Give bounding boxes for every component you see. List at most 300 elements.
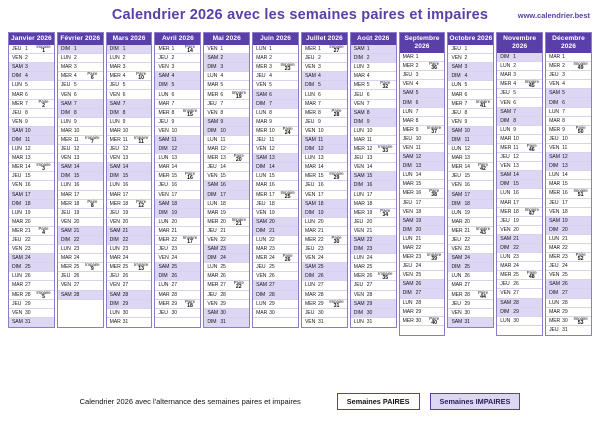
day-of-week: SAM bbox=[256, 155, 267, 162]
week-parity-label: Paire bbox=[477, 289, 488, 295]
day-number: 22 bbox=[513, 245, 519, 252]
day-row bbox=[155, 63, 200, 72]
day-number: 14 bbox=[73, 164, 80, 171]
month-title: Janvier 2026 bbox=[9, 33, 54, 45]
day-number: 12 bbox=[269, 146, 275, 153]
day-label bbox=[107, 146, 131, 152]
day-of-week: SAM bbox=[158, 200, 170, 207]
day-label bbox=[400, 127, 424, 133]
week-parity-label: Impaire bbox=[280, 62, 295, 68]
day-row bbox=[546, 126, 591, 135]
day-of-week: MAR bbox=[304, 227, 316, 234]
day-of-week: VEN bbox=[451, 309, 462, 316]
day-label bbox=[155, 128, 179, 134]
day-of-week: JEU bbox=[207, 100, 217, 107]
day-row bbox=[58, 109, 103, 118]
day-number: 12 bbox=[73, 146, 80, 153]
day-number: 19 bbox=[366, 209, 373, 216]
day-row bbox=[107, 200, 152, 209]
day-label bbox=[204, 155, 228, 161]
day-of-week: LUN bbox=[304, 218, 315, 225]
day-number: 15 bbox=[171, 173, 177, 180]
day-label bbox=[400, 145, 424, 151]
day-row bbox=[107, 218, 152, 227]
day-row bbox=[400, 80, 445, 89]
day-number: 30 bbox=[317, 309, 324, 316]
day-number: 10 bbox=[269, 127, 275, 134]
day-row bbox=[302, 181, 347, 190]
day-row bbox=[400, 253, 445, 262]
week-number: 21 bbox=[235, 220, 242, 227]
day-row bbox=[302, 154, 347, 163]
day-label bbox=[546, 272, 570, 278]
day-of-week: LUN bbox=[207, 73, 218, 80]
day-of-week: SAM bbox=[353, 46, 365, 53]
day-of-week: VEN bbox=[402, 144, 413, 151]
day-label bbox=[58, 128, 82, 134]
day-row bbox=[546, 217, 591, 226]
day-label bbox=[448, 82, 472, 88]
day-number: 20 bbox=[513, 226, 519, 233]
day-row bbox=[107, 281, 152, 290]
day-of-week: LUN bbox=[109, 182, 120, 189]
day-label bbox=[546, 154, 570, 160]
day-label bbox=[204, 264, 228, 270]
day-of-week: JEU bbox=[304, 309, 315, 316]
day-list bbox=[302, 45, 347, 327]
day-row bbox=[546, 235, 591, 244]
day-of-week: DIM bbox=[304, 209, 315, 216]
day-of-week: MAR bbox=[549, 245, 561, 252]
week-parity-label: Paire bbox=[575, 252, 586, 258]
day-number: 18 bbox=[73, 200, 80, 207]
day-label bbox=[546, 227, 570, 233]
day-row bbox=[546, 208, 591, 217]
day-row bbox=[107, 163, 152, 172]
day-label bbox=[107, 155, 131, 161]
day-row bbox=[58, 209, 103, 218]
day-number: 29 bbox=[562, 308, 568, 315]
day-number: 12 bbox=[220, 146, 226, 153]
day-label bbox=[155, 110, 179, 116]
day-row bbox=[9, 209, 54, 218]
day-label bbox=[9, 201, 33, 207]
week-number: 43 bbox=[480, 229, 486, 236]
month-title: Février 2026 bbox=[58, 33, 103, 45]
day-label bbox=[448, 237, 472, 243]
day-number: 15 bbox=[25, 173, 31, 180]
day-number: 15 bbox=[220, 173, 226, 180]
day-of-week: SAM bbox=[12, 64, 23, 71]
day-row bbox=[155, 45, 200, 54]
week-number: 13 bbox=[138, 266, 145, 273]
day-label bbox=[302, 210, 326, 216]
day-of-week: LUN bbox=[304, 155, 315, 162]
day-of-week: MAR bbox=[60, 127, 72, 134]
week-number: 46 bbox=[528, 146, 535, 153]
day-label bbox=[497, 254, 521, 260]
day-of-week: LUN bbox=[158, 218, 169, 225]
week-parity-label: Impaire bbox=[475, 225, 491, 231]
day-of-week: LUN bbox=[500, 190, 511, 197]
day-number: 4 bbox=[122, 73, 126, 80]
day-label bbox=[302, 164, 326, 170]
day-number: 16 bbox=[269, 182, 275, 189]
day-label bbox=[546, 163, 570, 169]
day-of-week: MAR bbox=[158, 164, 170, 171]
week-cell bbox=[473, 226, 494, 236]
day-label bbox=[204, 128, 228, 134]
day-number: 25 bbox=[122, 264, 129, 271]
day-number: 13 bbox=[317, 155, 324, 162]
day-row bbox=[107, 227, 152, 236]
day-row bbox=[253, 236, 298, 245]
day-row bbox=[107, 291, 152, 300]
page-title-sub: avec les semaines paires et impaires bbox=[227, 7, 489, 23]
day-number: 22 bbox=[562, 245, 568, 252]
day-row bbox=[58, 72, 103, 81]
week-cell bbox=[180, 235, 201, 245]
day-label bbox=[107, 310, 131, 316]
week-parity-label: Impaire bbox=[280, 189, 295, 195]
day-of-week: DIM bbox=[12, 264, 22, 271]
day-row bbox=[204, 291, 249, 300]
week-cell bbox=[33, 290, 54, 300]
day-number: 25 bbox=[317, 264, 324, 271]
day-label bbox=[448, 110, 472, 116]
week-parity-label: Paire bbox=[282, 253, 293, 259]
day-row bbox=[351, 245, 396, 254]
day-of-week: MER bbox=[207, 155, 219, 162]
day-row bbox=[302, 54, 347, 63]
day-of-week: SAM bbox=[304, 73, 316, 80]
day-row bbox=[107, 272, 152, 281]
day-label bbox=[302, 182, 326, 188]
week-cell bbox=[131, 135, 152, 145]
day-label bbox=[351, 128, 375, 134]
day-number: 16 bbox=[366, 182, 373, 189]
day-number: 6 bbox=[415, 99, 419, 106]
day-number: 3 bbox=[366, 64, 370, 71]
day-number: 25 bbox=[25, 264, 31, 271]
day-label bbox=[9, 164, 33, 170]
day-number: 23 bbox=[464, 246, 470, 253]
day-of-week: MER bbox=[549, 126, 561, 133]
week-cell bbox=[570, 61, 591, 71]
day-label bbox=[107, 219, 131, 225]
day-label bbox=[400, 63, 424, 69]
week-parity-label: Impaire bbox=[573, 188, 588, 194]
day-of-week: LUN bbox=[256, 300, 267, 307]
day-of-week: DIM bbox=[353, 182, 363, 189]
day-number: 6 bbox=[25, 91, 28, 98]
day-number: 16 bbox=[73, 182, 80, 189]
day-label bbox=[9, 155, 33, 161]
day-number: 12 bbox=[366, 146, 373, 153]
day-of-week: LUN bbox=[353, 255, 364, 262]
day-of-week: JEU bbox=[402, 72, 412, 79]
day-of-week: MAR bbox=[500, 199, 512, 206]
week-parity-label: Impaire bbox=[134, 262, 149, 268]
day-of-week: JEU bbox=[402, 199, 412, 206]
day-label bbox=[302, 101, 326, 107]
day-label bbox=[107, 255, 131, 261]
day-row bbox=[155, 309, 200, 318]
day-label bbox=[204, 82, 228, 88]
month-title: Juin 2026 bbox=[253, 33, 298, 45]
day-label bbox=[155, 246, 179, 252]
day-of-week: MAR bbox=[207, 273, 219, 280]
day-of-week: MAR bbox=[207, 146, 219, 153]
day-label bbox=[253, 228, 277, 234]
day-of-week: VEN bbox=[60, 282, 72, 289]
day-of-week: JEU bbox=[402, 135, 412, 142]
day-label bbox=[9, 73, 33, 79]
day-label bbox=[253, 301, 277, 307]
day-of-week: VEN bbox=[12, 118, 23, 125]
week-cell bbox=[375, 144, 396, 154]
day-label bbox=[302, 119, 326, 125]
day-row bbox=[107, 90, 152, 99]
day-row bbox=[253, 227, 298, 236]
day-number: 8 bbox=[513, 117, 517, 124]
day-number: 27 bbox=[73, 282, 80, 289]
month-block bbox=[57, 32, 104, 328]
day-of-week: MER bbox=[304, 237, 316, 244]
day-of-week: MAR bbox=[158, 100, 170, 107]
day-of-week: MER bbox=[12, 164, 24, 171]
day-of-week: MER bbox=[353, 146, 365, 153]
day-number: 12 bbox=[562, 154, 568, 161]
day-label bbox=[155, 119, 179, 125]
day-number: 11 bbox=[122, 136, 128, 143]
day-number: 28 bbox=[464, 291, 470, 298]
day-row bbox=[107, 154, 152, 163]
day-number: 9 bbox=[269, 118, 272, 125]
day-list bbox=[400, 53, 445, 335]
day-of-week: JEU bbox=[500, 154, 510, 161]
day-row bbox=[497, 117, 542, 126]
week-number: 11 bbox=[138, 138, 144, 145]
week-number: 9 bbox=[90, 266, 94, 273]
day-label bbox=[546, 109, 570, 115]
day-label bbox=[400, 181, 424, 187]
day-row bbox=[400, 189, 445, 198]
day-label bbox=[351, 228, 375, 234]
day-label bbox=[204, 55, 228, 61]
day-of-week: JEU bbox=[109, 209, 119, 216]
day-label bbox=[448, 92, 472, 98]
day-number: 1 bbox=[415, 54, 419, 61]
day-row bbox=[546, 299, 591, 308]
day-row bbox=[9, 181, 54, 190]
day-number: 17 bbox=[73, 191, 80, 198]
day-label bbox=[448, 292, 472, 298]
day-label bbox=[58, 192, 82, 198]
day-of-week: VEN bbox=[158, 127, 169, 134]
day-of-week: MAR bbox=[256, 309, 268, 316]
day-of-week: MER bbox=[402, 317, 414, 324]
day-label bbox=[204, 146, 228, 152]
day-label bbox=[400, 218, 424, 224]
day-number: 1 bbox=[269, 46, 272, 53]
day-row-empty bbox=[497, 326, 542, 335]
day-number: 30 bbox=[122, 309, 129, 316]
day-label bbox=[351, 110, 375, 116]
day-label bbox=[58, 219, 82, 225]
day-label bbox=[351, 310, 375, 316]
day-row bbox=[107, 263, 152, 272]
day-of-week: DIM bbox=[549, 226, 559, 233]
week-cell bbox=[277, 126, 298, 136]
day-label bbox=[155, 173, 179, 179]
day-label bbox=[204, 282, 228, 288]
day-of-week: MAR bbox=[500, 72, 512, 79]
day-of-week: LUN bbox=[256, 109, 267, 116]
day-label bbox=[497, 218, 521, 224]
day-of-week: LUN bbox=[304, 282, 315, 289]
day-number: 9 bbox=[415, 126, 419, 133]
day-of-week: DIM bbox=[500, 54, 510, 61]
day-of-week: MER bbox=[549, 254, 561, 261]
day-label bbox=[58, 255, 82, 261]
week-cell bbox=[131, 71, 152, 81]
day-number: 20 bbox=[269, 218, 275, 225]
day-of-week: JEU bbox=[451, 300, 461, 307]
day-of-week: VEN bbox=[207, 46, 218, 53]
week-number: 37 bbox=[431, 128, 438, 135]
day-row bbox=[9, 72, 54, 81]
day-row bbox=[351, 281, 396, 290]
day-label bbox=[9, 110, 33, 116]
day-row bbox=[155, 154, 200, 163]
day-of-week: MER bbox=[158, 109, 170, 116]
day-list bbox=[448, 45, 493, 327]
day-label bbox=[302, 55, 326, 61]
day-of-week: DIM bbox=[207, 255, 217, 262]
day-of-week: LUN bbox=[500, 317, 511, 324]
day-number: 27 bbox=[171, 282, 177, 289]
day-label bbox=[546, 63, 570, 69]
day-number: 9 bbox=[464, 118, 468, 125]
day-number: 1 bbox=[73, 46, 77, 53]
day-number: 2 bbox=[562, 63, 565, 70]
day-number: 16 bbox=[513, 190, 519, 197]
day-of-week: JEU bbox=[549, 199, 559, 206]
day-label bbox=[9, 192, 33, 198]
day-number: 1 bbox=[25, 46, 28, 53]
day-number: 23 bbox=[220, 246, 226, 253]
week-cell bbox=[424, 316, 445, 326]
day-row bbox=[497, 189, 542, 198]
day-label bbox=[253, 310, 277, 316]
day-label bbox=[9, 182, 33, 188]
day-row bbox=[204, 254, 249, 263]
day-number: 24 bbox=[171, 255, 177, 262]
day-number: 25 bbox=[269, 264, 275, 271]
day-row bbox=[400, 108, 445, 117]
week-number: 1 bbox=[42, 48, 45, 55]
day-row bbox=[497, 280, 542, 289]
day-number: 3 bbox=[317, 64, 321, 71]
day-row bbox=[204, 309, 249, 318]
day-label bbox=[204, 255, 228, 261]
day-label bbox=[9, 273, 33, 279]
day-of-week: MAR bbox=[451, 282, 463, 289]
day-row bbox=[155, 300, 200, 309]
day-label bbox=[448, 246, 472, 252]
day-label bbox=[155, 237, 179, 243]
day-number: 11 bbox=[73, 136, 79, 143]
day-number: 12 bbox=[415, 154, 422, 161]
day-label bbox=[497, 318, 521, 324]
day-of-week: LUN bbox=[158, 282, 169, 289]
day-label bbox=[400, 272, 424, 278]
website-link[interactable]: www.calendrier.best bbox=[517, 11, 590, 20]
day-number: 25 bbox=[513, 272, 519, 279]
day-row bbox=[400, 226, 445, 235]
day-number: 9 bbox=[562, 126, 565, 133]
day-of-week: SAM bbox=[402, 281, 414, 288]
day-label bbox=[497, 272, 521, 278]
day-row bbox=[107, 181, 152, 190]
week-cell bbox=[229, 280, 250, 290]
day-number: 21 bbox=[122, 227, 129, 234]
day-row bbox=[448, 291, 493, 300]
day-label bbox=[497, 100, 521, 106]
week-cell bbox=[33, 99, 54, 109]
day-number: 29 bbox=[513, 308, 519, 315]
day-label bbox=[351, 119, 375, 125]
week-parity-label: Paire bbox=[184, 171, 195, 177]
month-block bbox=[301, 32, 348, 328]
day-label bbox=[253, 55, 277, 61]
day-label bbox=[400, 281, 424, 287]
day-number: 31 bbox=[220, 319, 226, 326]
day-row bbox=[302, 63, 347, 72]
day-of-week: VEN bbox=[353, 291, 364, 298]
day-label bbox=[9, 210, 33, 216]
day-of-week: LUN bbox=[60, 55, 71, 62]
day-number: 10 bbox=[464, 127, 470, 134]
day-label bbox=[400, 318, 424, 324]
day-number: 16 bbox=[171, 182, 177, 189]
day-number: 23 bbox=[122, 246, 129, 253]
day-row bbox=[497, 289, 542, 298]
day-of-week: DIM bbox=[109, 46, 119, 53]
day-row bbox=[155, 54, 200, 63]
week-parity-label: Paire bbox=[38, 98, 49, 104]
day-number: 8 bbox=[73, 109, 77, 116]
week-number: 2 bbox=[42, 102, 45, 109]
page-header bbox=[8, 6, 592, 28]
day-of-week: VEN bbox=[60, 155, 72, 162]
day-number: 13 bbox=[25, 155, 31, 162]
day-number: 15 bbox=[464, 173, 470, 180]
day-row bbox=[155, 281, 200, 290]
day-of-week: MER bbox=[451, 164, 463, 171]
day-label bbox=[351, 292, 375, 298]
day-number: 14 bbox=[122, 164, 129, 171]
day-of-week: MAR bbox=[549, 308, 561, 315]
day-number: 10 bbox=[562, 135, 568, 142]
day-row bbox=[9, 100, 54, 109]
day-number: 7 bbox=[562, 108, 565, 115]
day-row bbox=[253, 172, 298, 181]
day-row bbox=[497, 235, 542, 244]
day-label bbox=[204, 137, 228, 143]
day-row bbox=[253, 90, 298, 99]
